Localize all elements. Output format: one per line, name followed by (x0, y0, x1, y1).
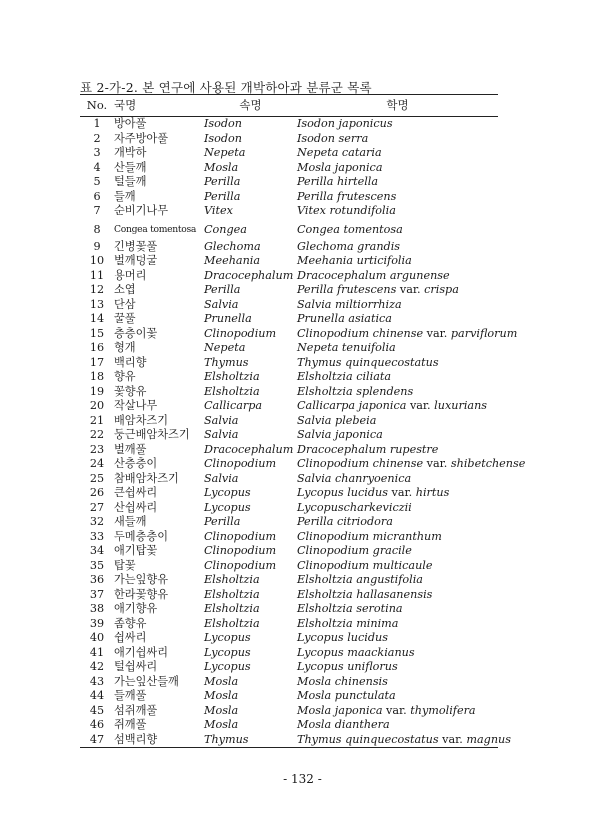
genus-name: Elsholtzia (204, 573, 260, 586)
table-row (80, 283, 498, 298)
rank-label: var. (396, 283, 425, 296)
scientific-name (297, 573, 498, 588)
korean-name: 둥근배암차즈기 (114, 428, 190, 441)
table-caption: 표 2-가-2. 본 연구에 사용된 개박하아과 분류군 목록 (80, 80, 372, 95)
korean-name: 방아풀 (114, 117, 147, 130)
page-number: - 132 - (283, 772, 322, 786)
korean-name: 형개 (114, 341, 136, 354)
korean-name: 층층이꽃 (114, 326, 158, 340)
scientific-name (297, 356, 498, 371)
scientific-name-part: Nepeta tenuifolia (297, 341, 396, 354)
scientific-name (297, 146, 498, 161)
scientific-name (297, 269, 498, 284)
row-number: 16 (89, 341, 105, 354)
scientific-name (297, 370, 498, 385)
korean-name: Congea tomentosa (114, 223, 197, 235)
scientific-name-part: Elsholtzia angustifolia (297, 573, 423, 586)
table-header (80, 95, 498, 117)
genus-name: Dracocephalum (204, 442, 294, 456)
header-scientific-name: 학명 (386, 98, 409, 112)
scientific-name-part: Elsholtzia minima (297, 616, 399, 630)
korean-name: 가는잎향유 (114, 573, 169, 586)
scientific-name (297, 588, 498, 603)
korean-name: 용머리 (114, 268, 147, 282)
genus-name: Clinopodium (204, 529, 277, 543)
scientific-name-part: Perilla hirtella (297, 175, 379, 188)
rank-label: var. (423, 326, 451, 340)
korean-name: 산층층이 (114, 457, 158, 470)
row-number: 41 (89, 645, 105, 659)
row-number: 18 (89, 370, 105, 383)
table-row (80, 132, 498, 147)
scientific-name (297, 443, 498, 458)
scientific-name (297, 219, 498, 240)
row-number: 13 (89, 297, 105, 311)
scientific-name (297, 132, 498, 147)
table-row (80, 428, 498, 443)
scientific-name (297, 530, 498, 545)
table-row (80, 312, 498, 327)
row-number: 15 (89, 326, 105, 340)
genus-name: Perilla (204, 515, 241, 528)
korean-name: 순비기나무 (114, 204, 169, 217)
table-row (80, 472, 498, 487)
rank-label: var. (438, 732, 467, 746)
genus-name: Glechoma (204, 239, 261, 253)
row-number: 5 (93, 175, 101, 188)
scientific-name (297, 190, 498, 205)
genus-name: Mosla (204, 703, 239, 717)
rank-label: var. (423, 457, 451, 470)
korean-name: 한라꽃향유 (114, 587, 169, 601)
table-row (80, 341, 498, 356)
table-row (80, 326, 518, 342)
table-row (80, 443, 498, 458)
row-number: 3 (93, 146, 101, 159)
scientific-name (297, 326, 518, 342)
genus-name: Thymus (204, 355, 249, 369)
row-number: 9 (93, 239, 101, 253)
table-row (80, 631, 498, 646)
scientific-name-part: Elsholtzia splendens (297, 384, 414, 398)
table-row (80, 515, 498, 530)
table-row (80, 689, 498, 704)
table-row (80, 190, 498, 205)
scientific-name (297, 602, 498, 617)
row-number: 26 (89, 486, 105, 499)
scientific-name-part: Isodon japonicus (297, 117, 393, 130)
korean-name: 향유 (114, 370, 136, 383)
genus-name: Salvia (204, 413, 239, 427)
scientific-name (297, 689, 498, 704)
korean-name: 애기향유 (114, 602, 158, 615)
scientific-name (297, 617, 498, 632)
scientific-name-part: Mosla chinensis (297, 674, 388, 688)
row-number: 32 (89, 515, 105, 528)
scientific-name-part: Lycopus lucidus (297, 631, 388, 644)
scientific-name-part: Lycopuscharkeviczii (297, 500, 412, 514)
korean-name: 꿀풀 (114, 312, 136, 325)
scientific-name-part: Dracocephalum argunense (297, 268, 450, 282)
scientific-name-part: Perilla frutescens (297, 189, 397, 203)
genus-name: Salvia (204, 428, 239, 441)
scientific-name-part: Nepeta cataria (297, 146, 382, 159)
row-number: 42 (89, 660, 105, 673)
scientific-name-part: Callicarpa japonica (297, 399, 407, 412)
genus-name: Clinopodium (204, 326, 277, 340)
row-number: 4 (93, 160, 101, 174)
genus-name: Prunella (204, 312, 252, 325)
table-row (80, 588, 498, 603)
scientific-name (297, 385, 498, 400)
scientific-name (297, 204, 498, 219)
korean-name: 들깨 (114, 189, 136, 203)
table-row (80, 240, 498, 255)
scientific-name-part: Perilla frutescens (297, 283, 397, 296)
scientific-name (297, 646, 498, 661)
table-row (80, 146, 498, 161)
korean-name: 벌깨덩굴 (114, 254, 158, 267)
genus-name: Salvia (204, 471, 239, 485)
korean-name: 작살나무 (114, 399, 158, 412)
scientific-name-part: Elsholtzia ciliata (297, 370, 392, 383)
genus-name: Vitex (204, 204, 233, 217)
korean-name: 섬백리향 (114, 732, 158, 746)
scientific-name (297, 515, 498, 530)
scientific-name-part: Isodon serra (297, 131, 369, 145)
genus-name: Dracocephalum (204, 268, 294, 282)
genus-name: Mosla (204, 689, 239, 702)
row-number: 2 (93, 131, 101, 145)
scientific-name-part: Elsholtzia hallasanensis (297, 587, 433, 601)
scientific-name-part: Meehania urticifolia (297, 254, 412, 267)
row-number: 11 (89, 268, 105, 282)
scientific-name (297, 472, 498, 487)
korean-name: 좀향유 (114, 616, 147, 630)
table-row (80, 718, 498, 733)
table-row (80, 617, 498, 632)
genus-name: Nepeta (204, 146, 246, 159)
korean-name: 개박하 (114, 146, 147, 159)
scientific-name-part: Thymus quinquecostatus (297, 355, 439, 369)
table-row (80, 602, 498, 617)
genus-name: Congea (204, 222, 247, 236)
row-number: 24 (89, 457, 105, 470)
table-row (80, 356, 498, 371)
korean-name: 산쉽싸리 (114, 500, 158, 514)
korean-name: 꽃향유 (114, 384, 147, 398)
korean-name: 벌깨풀 (114, 442, 147, 456)
scientific-name (297, 254, 498, 269)
genus-name: Mosla (204, 674, 239, 688)
table-row (80, 399, 498, 414)
scientific-name-part: Lycopus lucidus (297, 486, 388, 499)
scientific-name-part: Salvia japonica (297, 428, 383, 441)
scientific-name (297, 175, 498, 190)
table-row (80, 530, 498, 545)
genus-name: Callicarpa (204, 399, 263, 412)
scientific-name-part: Mosla japonica (297, 160, 383, 174)
row-number: 21 (89, 413, 105, 427)
genus-name: Meehania (204, 254, 261, 267)
genus-name: Elsholtzia (204, 616, 260, 630)
table-row (80, 204, 498, 219)
genus-name: Elsholtzia (204, 370, 260, 383)
scientific-name-part: Congea tomentosa (297, 222, 403, 236)
row-number: 36 (89, 573, 105, 586)
table-row (80, 269, 498, 284)
rank-label: var. (382, 703, 411, 717)
scientific-name-part: Salvia miltiorrhiza (297, 297, 402, 311)
scientific-name-part: Perilla citriodora (297, 515, 393, 528)
scientific-name-part: Salvia chanryoenica (297, 471, 412, 485)
row-number: 27 (89, 500, 105, 514)
genus-name: Perilla (204, 175, 241, 188)
header-korean-name: 국명 (114, 98, 137, 112)
table-row (80, 660, 498, 675)
korean-name: 털들깨 (114, 175, 147, 188)
rank-label: var. (406, 399, 435, 412)
scientific-name-part: Clinopodium multicaule (297, 558, 433, 572)
korean-name: 가는잎산들깨 (114, 674, 179, 688)
header-genus: 속명 (239, 98, 262, 112)
genus-name: Thymus (204, 732, 249, 746)
scientific-name-part: magnus (466, 732, 511, 746)
korean-name: 소엽 (114, 283, 136, 296)
row-number: 6 (93, 189, 101, 203)
row-number: 19 (89, 384, 105, 398)
scientific-name (297, 117, 498, 132)
scientific-name-part: Mosla punctulata (297, 689, 396, 702)
genus-name: Perilla (204, 189, 241, 203)
scientific-name-part: Lycopus maackianus (297, 645, 415, 659)
korean-name: 털쉽싸리 (114, 660, 158, 673)
table-row (80, 414, 498, 429)
korean-name: 자주방아풀 (114, 131, 169, 145)
scientific-name (297, 283, 498, 298)
scientific-name-part: hirtus (415, 486, 450, 499)
scientific-name-part: Mosla dianthera (297, 718, 390, 731)
row-number: 40 (89, 631, 105, 644)
scientific-name (297, 312, 498, 327)
scientific-name (297, 240, 498, 255)
genus-name: Isodon (204, 131, 242, 145)
korean-name: 애기쉽싸리 (114, 645, 169, 659)
scientific-name-part: thymolifera (410, 703, 476, 717)
row-number: 20 (89, 399, 105, 412)
scientific-name-part: Clinopodium chinense (297, 326, 424, 340)
scientific-name-part: Prunella asiatica (297, 312, 392, 325)
korean-name: 백리향 (114, 355, 147, 369)
genus-name: Lycopus (204, 645, 251, 659)
row-number: 34 (89, 544, 105, 557)
genus-name: Elsholtzia (204, 587, 260, 601)
korean-name: 큰쉽싸리 (114, 486, 158, 499)
row-number: 35 (89, 558, 105, 572)
scientific-name (297, 457, 526, 472)
table-row (80, 573, 498, 588)
table-row (80, 298, 498, 313)
row-number: 1 (93, 117, 101, 130)
scientific-name-part: Thymus quinquecostatus (297, 732, 439, 746)
korean-name: 들깨풀 (114, 689, 147, 702)
genus-name: Clinopodium (204, 558, 277, 572)
scientific-name (297, 675, 498, 690)
row-number: 23 (89, 442, 105, 456)
table-row (80, 161, 498, 176)
table-row (80, 646, 498, 661)
scientific-name (297, 660, 498, 675)
header-no: No. (86, 98, 108, 112)
scientific-name (297, 161, 498, 176)
korean-name: 섬쥐깨풀 (114, 703, 158, 717)
scientific-name-part: Mosla japonica (297, 703, 383, 717)
genus-name: Salvia (204, 297, 239, 311)
row-number: 37 (89, 587, 105, 601)
table-row (80, 559, 498, 574)
korean-name: 애기탑꽃 (114, 544, 158, 557)
scientific-name-part: Clinopodium gracile (297, 544, 412, 557)
scientific-name-part: Dracocephalum rupestre (297, 442, 439, 456)
row-number: 39 (89, 616, 105, 630)
genus-name: Mosla (204, 718, 239, 731)
genus-name: Mosla (204, 160, 239, 174)
scientific-name (297, 732, 511, 748)
scientific-name (297, 399, 498, 414)
scientific-name (297, 559, 498, 574)
row-number: 43 (89, 674, 105, 688)
scientific-name (297, 544, 498, 559)
table-row (80, 254, 498, 269)
scientific-name (297, 631, 498, 646)
korean-name: 배암차즈기 (114, 413, 169, 427)
row-number: 7 (93, 204, 101, 217)
scientific-name-part: Clinopodium chinense (297, 457, 424, 470)
table-row (80, 704, 498, 719)
table-row (80, 501, 498, 516)
scientific-name-part: Vitex rotundifolia (297, 204, 396, 217)
row-number: 17 (89, 355, 105, 369)
genus-name: Clinopodium (204, 544, 277, 557)
row-number: 12 (89, 283, 105, 296)
row-number: 44 (89, 689, 105, 702)
korean-name: 산들깨 (114, 160, 147, 174)
genus-name: Lycopus (204, 486, 251, 499)
table-row (80, 457, 526, 472)
genus-name: Clinopodium (204, 457, 277, 470)
rank-label: var. (387, 486, 416, 499)
row-number: 25 (89, 471, 105, 485)
table-row (80, 385, 498, 400)
scientific-name-part: Clinopodium micranthum (297, 529, 442, 543)
table-row (80, 486, 498, 501)
row-number: 8 (93, 222, 101, 236)
korean-name: 두메층층이 (114, 529, 169, 543)
table-row (80, 219, 498, 240)
genus-name: Isodon (204, 117, 242, 130)
genus-name: Lycopus (204, 660, 251, 673)
row-number: 46 (89, 718, 105, 731)
scientific-name (297, 486, 498, 501)
taxa-table (80, 94, 526, 748)
korean-name: 쥐깨풀 (114, 718, 147, 731)
scientific-name (297, 718, 498, 733)
scientific-name-part: shibetchense (450, 457, 526, 470)
scientific-name (297, 704, 498, 719)
row-number: 33 (89, 529, 105, 543)
row-number: 22 (89, 428, 105, 441)
table-body (80, 117, 526, 747)
table-row (80, 117, 498, 132)
korean-name: 긴병꽃풀 (114, 239, 158, 253)
scientific-name (297, 428, 498, 443)
genus-name: Lycopus (204, 500, 251, 514)
scientific-name (297, 341, 498, 356)
table-row (80, 370, 498, 385)
scientific-name-part: luxurians (434, 399, 488, 412)
scientific-name-part: Glechoma grandis (297, 239, 401, 253)
genus-name: Elsholtzia (204, 384, 260, 398)
row-number: 47 (89, 732, 105, 746)
row-number: 45 (89, 703, 105, 717)
scientific-name-part: Elsholtzia serotina (297, 602, 403, 615)
genus-name: Perilla (204, 283, 241, 296)
korean-name: 참배암차즈기 (114, 471, 179, 485)
scientific-name-part: parviflorum (450, 326, 518, 340)
scientific-name-part: Salvia plebeia (297, 413, 377, 427)
row-number: 14 (89, 312, 105, 325)
korean-name: 쉽싸리 (114, 631, 147, 644)
table-row (80, 675, 498, 690)
row-number: 10 (89, 254, 105, 267)
scientific-name (297, 501, 498, 516)
korean-name: 탑꽃 (114, 558, 136, 572)
korean-name: 단삼 (114, 297, 136, 311)
scientific-name-part: crispa (424, 283, 459, 296)
genus-name: Elsholtzia (204, 602, 260, 615)
scientific-name-part: Lycopus uniflorus (297, 660, 398, 673)
korean-name: 새들깨 (114, 515, 147, 528)
scientific-name (297, 298, 498, 313)
table-row (80, 175, 498, 190)
genus-name: Nepeta (204, 341, 246, 354)
table-row (80, 544, 498, 559)
table-row (80, 732, 511, 748)
row-number: 38 (89, 602, 105, 615)
genus-name: Lycopus (204, 631, 251, 644)
scientific-name (297, 414, 498, 429)
